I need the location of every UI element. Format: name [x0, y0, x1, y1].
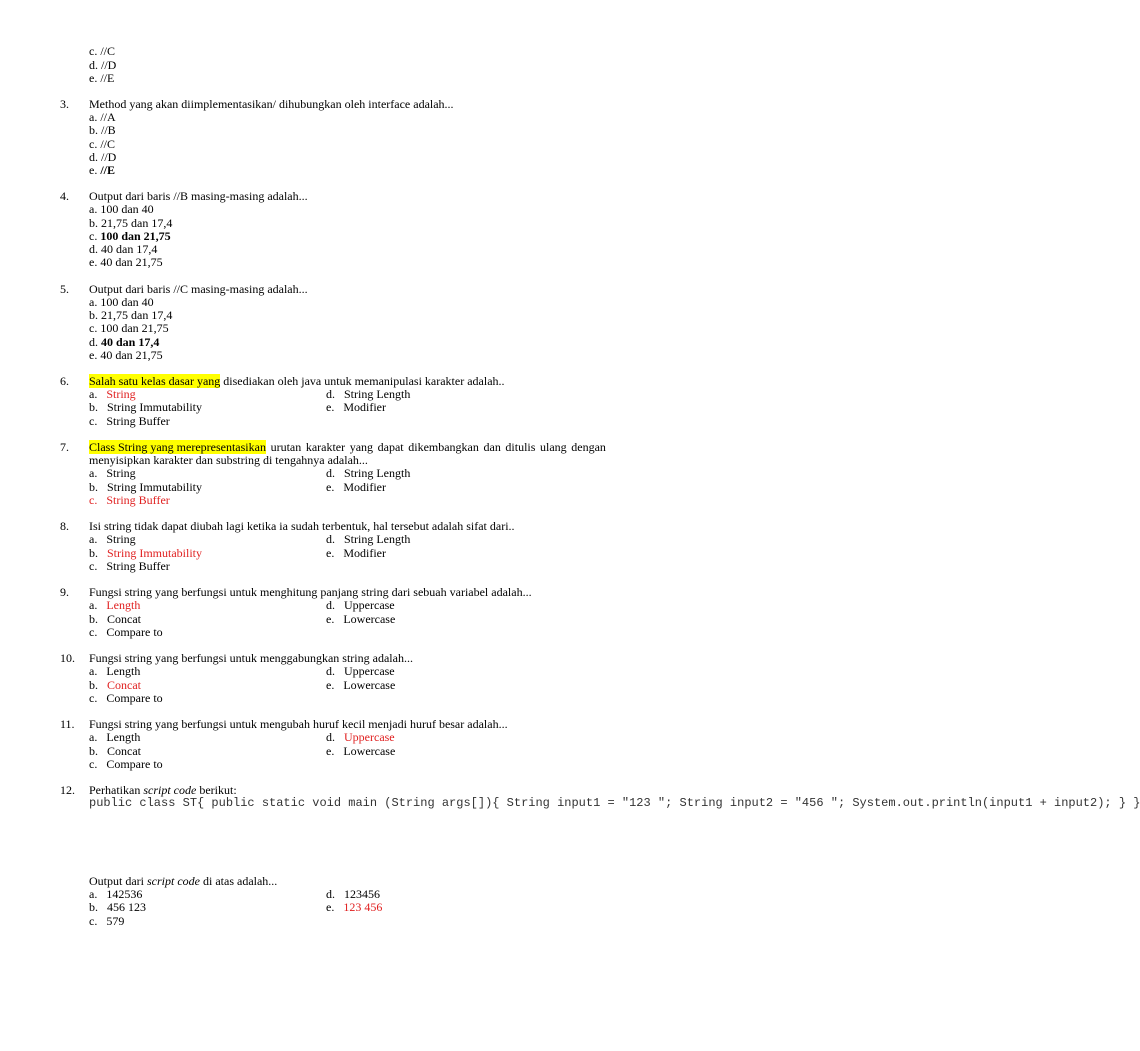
question-number: 11. — [60, 717, 75, 731]
option-a-answer: a. Length — [89, 598, 141, 612]
option-c: c. String Buffer — [89, 414, 170, 428]
question-number: 7. — [60, 440, 69, 454]
option-e: e. //E — [89, 71, 115, 85]
option-e: e. 40 dan 21,75 — [89, 348, 163, 362]
option-d: d. 123456 — [326, 887, 380, 901]
option-e: e. 40 dan 21,75 — [89, 255, 163, 269]
question-text: Class String yang merepresentasikan urutan karakter yang dapat dikembangkan dan ditulis ulang dengan — [89, 440, 606, 454]
option-e-answer: e. //E — [89, 163, 115, 177]
code-line: } } — [1118, 796, 1140, 810]
question-text: Isi string tidak dapat diubah lagi ketika ia sudah terbentuk, hal tersebut adalah sifat dari.. — [89, 519, 515, 533]
option-c: c. Compare to — [89, 625, 163, 639]
question-text: Method yang akan diimplementasikan/ dihubungkan oleh interface adalah... — [89, 97, 454, 111]
question-text: Fungsi string yang berfungsi untuk menggabungkan string adalah... — [89, 651, 413, 665]
option-c-answer: c. 100 dan 21,75 — [89, 229, 171, 243]
option-b-answer: b. Concat — [89, 678, 141, 692]
question-number: 8. — [60, 519, 69, 533]
option-d-answer: d. 40 dan 17,4 — [89, 335, 160, 349]
option-e-answer: e. 123 456 — [326, 900, 383, 914]
option-c: c. 100 dan 21,75 — [89, 321, 169, 335]
option-d: d. String Length — [326, 387, 411, 401]
code-block — [89, 796, 1140, 811]
option-b: b. Concat — [89, 744, 141, 758]
option-d: d. //D — [89, 58, 117, 72]
option-e: e. Modifier — [326, 400, 386, 414]
option-b: b. Concat — [89, 612, 141, 626]
option-e: e. Lowercase — [326, 744, 396, 758]
option-a: a. //A — [89, 110, 116, 124]
option-d: d. //D — [89, 150, 117, 164]
question-text: Fungsi string yang berfungsi untuk menghitung panjang string dari sebuah variabel adalah... — [89, 585, 532, 599]
question-number: 10. — [60, 651, 75, 665]
code-line: String input1 = "123 "; — [506, 796, 673, 810]
option-d: d. 40 dan 17,4 — [89, 242, 158, 256]
code-line: public class ST{ — [89, 796, 205, 810]
question-text: Fungsi string yang berfungsi untuk mengubah huruf kecil menjadi huruf besar adalah... — [89, 717, 508, 731]
option-d: d. Uppercase — [326, 598, 395, 612]
question-text: Output dari baris //C masing-masing adalah... — [89, 282, 308, 296]
option-a: a. 142536 — [89, 887, 143, 901]
option-a: a. String — [89, 532, 136, 546]
option-a-answer: a. String — [89, 387, 136, 401]
highlighted-text: Salah satu kelas dasar yang — [89, 374, 221, 388]
option-c: c. //C — [89, 44, 115, 58]
option-b: b. //B — [89, 123, 116, 137]
option-e: e. Modifier — [326, 546, 386, 560]
option-a: a. String — [89, 466, 136, 480]
question-number: 4. — [60, 189, 69, 203]
option-a: a. Length — [89, 730, 141, 744]
option-c: c. Compare to — [89, 691, 163, 705]
question-text: Perhatikan script code berikut: — [89, 783, 237, 797]
option-e: e. Lowercase — [326, 678, 396, 692]
question-number: 3. — [60, 97, 69, 111]
option-c: c. String Buffer — [89, 559, 170, 573]
question-number: 6. — [60, 374, 69, 388]
option-c-answer: c. String Buffer — [89, 493, 170, 507]
question-text: Salah satu kelas dasar yang disediakan oleh java untuk memanipulasi karakter adalah.. — [89, 374, 505, 388]
option-b: b. 21,75 dan 17,4 — [89, 216, 173, 230]
highlighted-text: Class String yang merepresentasikan — [89, 440, 266, 454]
question-text: Output dari baris //B masing-masing adalah... — [89, 189, 308, 203]
code-line: String input2 = "456 "; — [679, 796, 846, 810]
question-number: 9. — [60, 585, 69, 599]
option-c: c. 579 — [89, 914, 125, 928]
option-a: a. 100 dan 40 — [89, 202, 154, 216]
code-line: public static void main (String args[]){ — [211, 796, 500, 810]
option-a: a. 100 dan 40 — [89, 295, 154, 309]
option-c: c. //C — [89, 137, 115, 151]
option-b-answer: b. String Immutability — [89, 546, 202, 560]
option-b: b. 456 123 — [89, 900, 146, 914]
option-d: d. String Length — [326, 466, 411, 480]
option-d: d. String Length — [326, 532, 411, 546]
option-d-answer: d. Uppercase — [326, 730, 395, 744]
option-e: e. Modifier — [326, 480, 386, 494]
question-number: 12. — [60, 783, 75, 797]
output-question-text: Output dari script code di atas adalah... — [89, 874, 278, 888]
option-b: b. 21,75 dan 17,4 — [89, 308, 173, 322]
option-b: b. String Immutability — [89, 480, 202, 494]
option-a: a. Length — [89, 664, 141, 678]
code-line: System.out.println(input1 + input2); — [852, 796, 1112, 810]
option-d: d. Uppercase — [326, 664, 395, 678]
question-text-line2: menyisipkan karakter dan substring di tengahnya adalah... — [89, 453, 368, 467]
option-e: e. Lowercase — [326, 612, 396, 626]
option-b: b. String Immutability — [89, 400, 202, 414]
option-c: c. Compare to — [89, 757, 163, 771]
question-number: 5. — [60, 282, 69, 296]
